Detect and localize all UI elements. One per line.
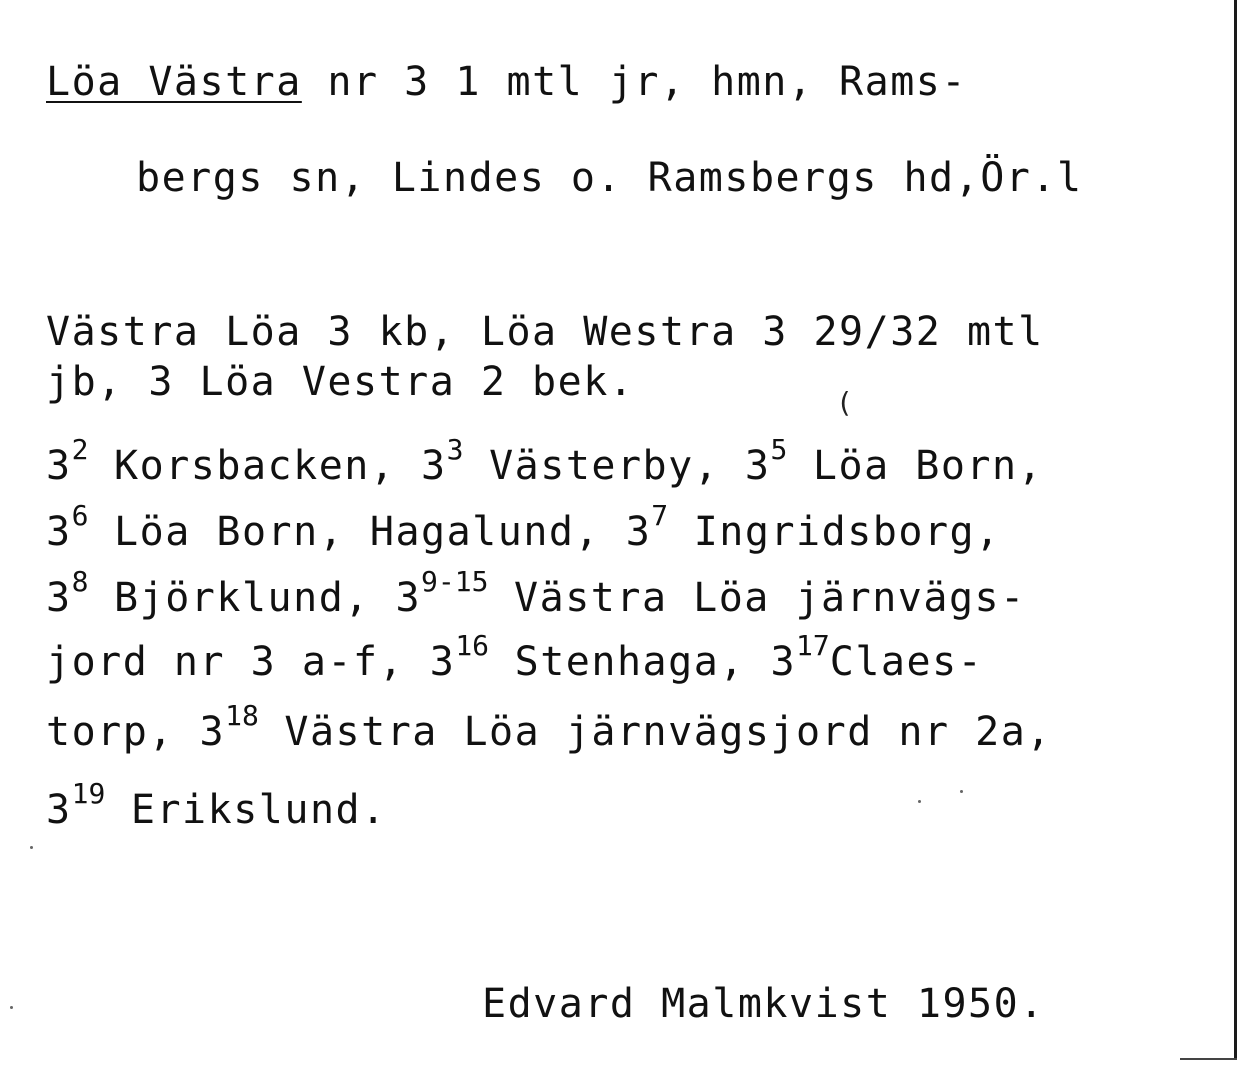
sub-list-line-3 (46, 565, 1026, 621)
sub-item-number: 2 (71, 433, 89, 466)
sub-list-line-5 (46, 699, 1052, 755)
sub-item-number: 9-15 (421, 565, 489, 598)
sub-item-base: 3 (199, 709, 226, 755)
sub-item-number: 6 (71, 499, 89, 532)
speck (30, 846, 33, 849)
sub-item-number: 16 (455, 629, 490, 662)
sub-item-text: Löa Born, (787, 443, 1044, 489)
sub-item-base: 3 (770, 639, 797, 685)
speck (10, 1006, 13, 1009)
sub-item-base: 3 (744, 443, 771, 489)
sub-item-number: 8 (71, 565, 89, 598)
sub-item-text: Västerby, (463, 443, 745, 489)
stray-mark: ( (836, 386, 853, 419)
signature: Edvard Malmkvist 1950. (482, 981, 1045, 1027)
sub-item-number: 17 (796, 629, 830, 662)
sub-item-text: Erikslund. (105, 787, 387, 833)
sub-item-text: Björklund, (88, 575, 396, 621)
sub-list-line-1 (46, 433, 1044, 489)
speck (960, 790, 963, 793)
sub-item-number: 5 (770, 433, 788, 466)
sub-item-base: 3 (625, 509, 652, 555)
sub-item-pre: jord nr 3 a-f, (46, 639, 430, 685)
card-line-1 (46, 59, 967, 105)
sub-list-line-4 (46, 629, 984, 685)
card-bottom-edge (1180, 1058, 1237, 1060)
sub-item-number: 3 (446, 433, 464, 466)
sub-item-number: 19 (71, 777, 106, 810)
place-name-heading: Löa Västra (46, 59, 302, 105)
sub-item-base: 3 (46, 509, 72, 555)
sub-item-number: 7 (651, 499, 669, 532)
sub-item-text: Västra Löa järnvägsjord nr 2a, (258, 709, 1052, 755)
card-line-3: Västra Löa 3 kb, Löa Westra 3 29/32 mtl (46, 309, 1044, 355)
card-line-4: jb, 3 Löa Vestra 2 bek. (46, 359, 635, 405)
sub-item-base: 3 (395, 575, 422, 621)
speck (918, 800, 921, 803)
card-line-2: bergs sn, Lindes o. Ramsbergs hd,Ör.l (136, 155, 1083, 201)
sub-item-base: 3 (46, 787, 72, 833)
sub-item-pre: torp, (46, 709, 200, 755)
sub-item-number: 18 (225, 699, 259, 732)
sub-item-base: 3 (46, 443, 72, 489)
sub-item-text: Löa Born, Hagalund, (88, 509, 626, 555)
heading-rest: nr 3 1 mtl jr, hmn, Rams- (301, 59, 967, 105)
sub-list-line-6 (46, 777, 387, 833)
sub-item-text: Västra Löa järnvägs- (488, 575, 1026, 621)
card-right-edge (1234, 0, 1237, 1060)
sub-item-base: 3 (46, 575, 72, 621)
sub-list-line-2 (46, 499, 1001, 555)
sub-item-base: 3 (421, 443, 447, 489)
sub-item-text: Stenhaga, (489, 639, 771, 685)
sub-item-text: Ingridsborg, (668, 509, 1001, 555)
sub-item-text: Korsbacken, (88, 443, 422, 489)
sub-item-base: 3 (429, 639, 456, 685)
sub-item-text: Claes- (829, 639, 984, 685)
